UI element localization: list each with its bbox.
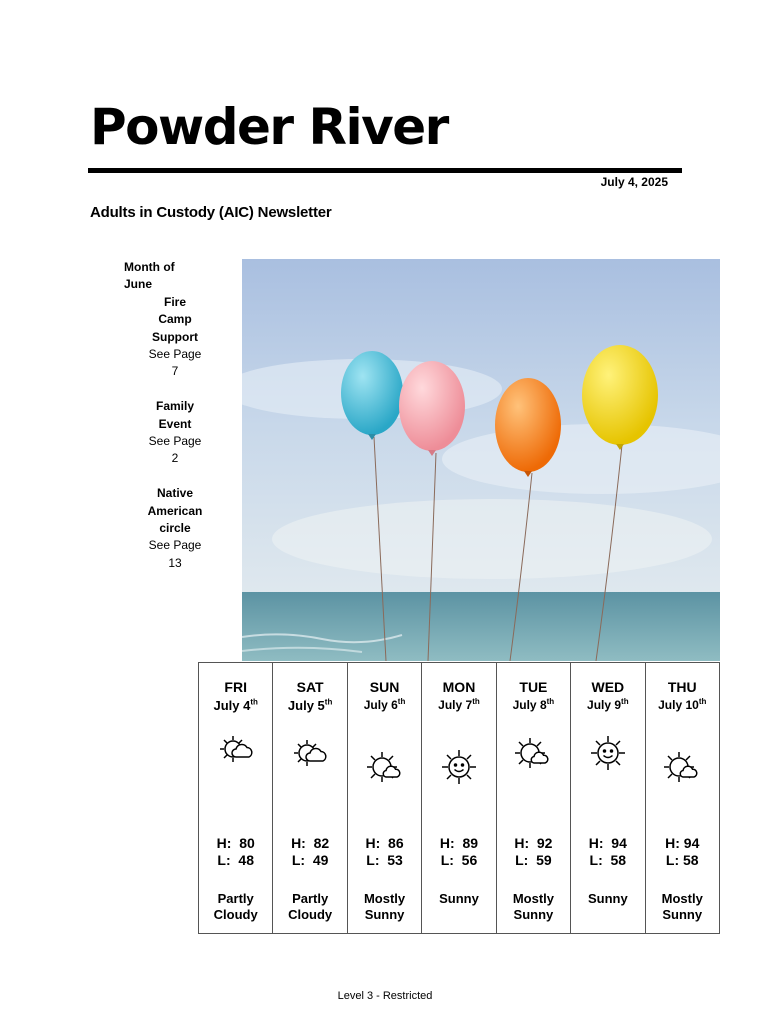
forecast-day-thu: THU July 10th H: 94 L: 58 Mostly Sunny — [658, 679, 707, 922]
title-rule — [88, 168, 682, 173]
forecast-day-fri: FRI July 4th H: 80 L: 48 Partly Cloudy — [199, 663, 273, 933]
forecast-day-sat: SAT July 5th H: 82 L: 49 Partly Cloudy — [273, 663, 347, 933]
weather-forecast-table — [198, 662, 720, 934]
sidebar-item-fire-camp: Fire Camp Support See Page 7 — [148, 294, 202, 379]
sunny-icon — [588, 733, 628, 773]
sidebar-month-label: Month of June — [124, 260, 175, 292]
newsletter-title: Powder River — [90, 98, 448, 156]
forecast-day-wed: WED July 9th H: 94 L: 58 Sunny — [571, 663, 645, 933]
sidebar-item-family-event: Family Event See Page 2 — [148, 399, 202, 466]
issue-date: July 4, 2025 — [600, 175, 668, 189]
sunny-icon — [439, 747, 479, 787]
sidebar-item-native-american-circle: Native American circle See Page 13 — [147, 486, 203, 570]
balloons-photo — [242, 259, 720, 661]
sidebar-highlights — [118, 259, 208, 572]
mostly-sunny-icon — [662, 749, 702, 789]
partly-cloudy-icon — [216, 731, 256, 771]
partly-cloudy-icon — [290, 735, 330, 775]
classification-footer: Level 3 - Restricted — [337, 990, 433, 1002]
newsletter-subtitle: Adults in Custody (AIC) Newsletter — [90, 204, 332, 221]
forecast-day-mon: MON July 7th H: 89 L: 56 Sunny — [422, 663, 496, 933]
forecast-day-sun: SUN July 6th H: 86 L: 53 Mostly Sunny — [348, 663, 422, 933]
mostly-sunny-icon — [365, 749, 405, 789]
mostly-sunny-icon — [513, 735, 553, 775]
forecast-day-tue: TUE July 8th H: 92 L: 59 Mostly Sunny — [497, 663, 571, 933]
